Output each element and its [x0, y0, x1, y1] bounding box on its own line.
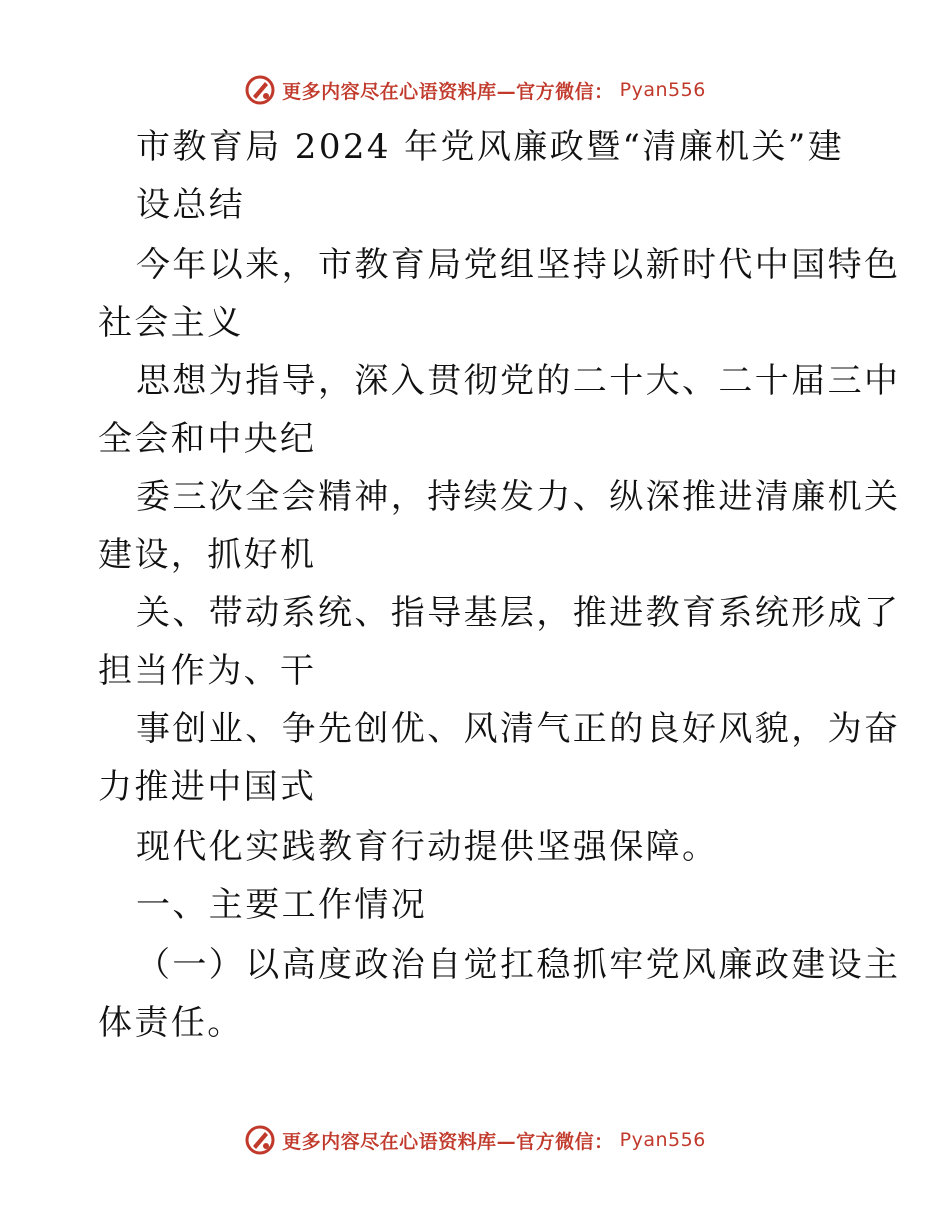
paragraph-line: 现代化实践教育行动提供坚强保障。	[136, 827, 719, 867]
watermark-text: 更多内容尽在心语资料库—官方微信：	[282, 1130, 614, 1153]
paragraph-line: 建设，抓好机	[98, 535, 317, 575]
paragraph-line: 思想为指导，深入贯彻党的二十大、二十届三中	[136, 361, 901, 401]
footer-watermark	[0, 1120, 950, 1160]
watermark-wechat-id: Pyan556	[619, 79, 706, 101]
paragraph-line: 社会主义	[98, 303, 244, 343]
paragraph-line: 担当作为、干	[98, 651, 317, 691]
subsection-heading-line: 体责任。	[98, 1003, 244, 1043]
watermark-wechat-id: Pyan556	[619, 1129, 706, 1151]
paragraph-line: 今年以来，市教育局党组坚持以新时代中国特色	[136, 245, 901, 285]
section-heading: 一、主要工作情况	[136, 885, 428, 925]
paragraph-line: 事创业、争先创优、风清气正的良好风貌，为奋	[136, 709, 901, 749]
document-title-line-1: 市教育局 2024 年党风廉政暨“清廉机关”建	[136, 127, 845, 167]
seal-logo-icon	[244, 74, 276, 106]
paragraph-line: 委三次全会精神，持续发力、纵深推进清廉机关	[136, 477, 901, 517]
subsection-heading-line: （一）以高度政治自觉扛稳抓牢党风廉政建设主	[136, 945, 901, 985]
paragraph-line: 全会和中央纪	[98, 419, 317, 459]
seal-logo-icon	[244, 1124, 276, 1156]
paragraph-line: 力推进中国式	[98, 767, 317, 807]
watermark-text: 更多内容尽在心语资料库—官方微信：	[282, 80, 614, 103]
document-title-line-2: 设总结	[136, 185, 246, 225]
header-watermark	[0, 70, 950, 110]
paragraph-line: 关、带动系统、指导基层，推进教育系统形成了	[136, 593, 901, 633]
